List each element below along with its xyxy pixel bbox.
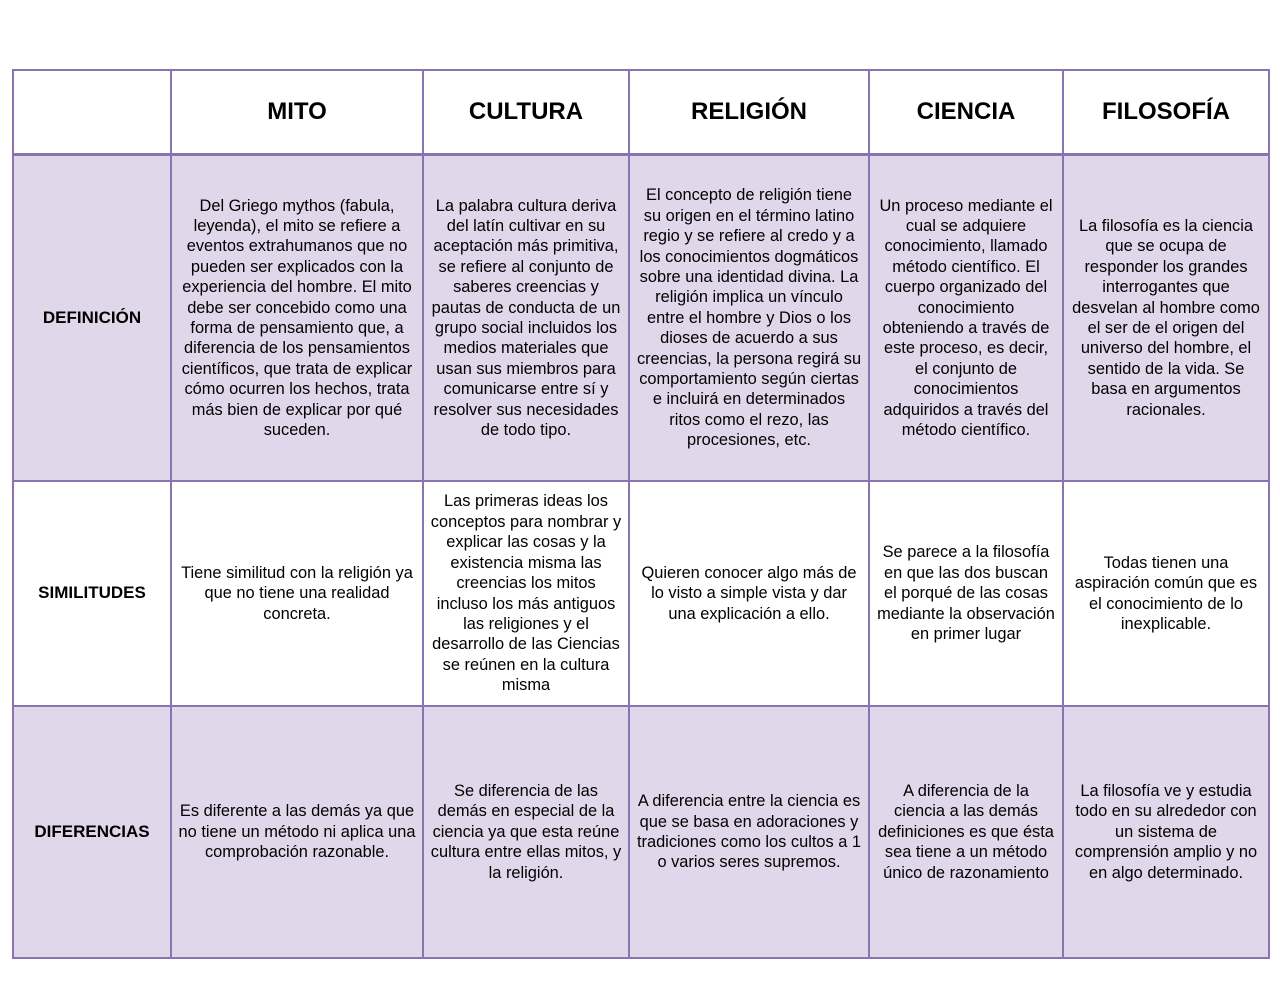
comparison-table [12, 69, 1270, 959]
cell-diferencias-mito: Es diferente a las demás ya que no tiene un método ni aplica una comprobación razonable. [171, 706, 423, 958]
row-label-similitudes: SIMILITUDES [13, 481, 171, 706]
cell-definicion-ciencia: Un proceso mediante el cual se adquiere conocimiento, llamado método científico. El cuerpo organizado del conocimiento obteniendo a través de este proceso, es decir, el conjunto de conocimientos adquiridos a través del método científico. [869, 155, 1063, 482]
column-header-cultura: CULTURA [423, 70, 629, 155]
table-row-diferencias [13, 706, 1269, 958]
row-label-definicion: DEFINICIÓN [13, 155, 171, 482]
cell-diferencias-ciencia: A diferencia de la ciencia a las demás definiciones es que ésta sea tiene a un método único de razonamiento [869, 706, 1063, 958]
cell-similitudes-religion: Quieren conocer algo más de lo visto a simple vista y dar una explicación a ello. [629, 481, 869, 706]
column-header-religion: RELIGIÓN [629, 70, 869, 155]
cell-diferencias-religion: A diferencia entre la ciencia es que se basa en adoraciones y tradiciones como los cultos a 1 o varios seres supremos. [629, 706, 869, 958]
header-corner-cell [13, 70, 171, 155]
cell-similitudes-mito: Tiene similitud con la religión ya que no tiene una realidad concreta. [171, 481, 423, 706]
comparison-table-container [12, 69, 1270, 959]
column-header-filosofia: FILOSOFÍA [1063, 70, 1269, 155]
cell-similitudes-cultura: Las primeras ideas los conceptos para nombrar y explicar las cosas y la existencia misma las creencias los mitos incluso los más antiguos las religiones y el desarrollo de las Ciencias se reúnen en la cultura misma [423, 481, 629, 706]
header-row [13, 70, 1269, 155]
row-label-diferencias: DIFERENCIAS [13, 706, 171, 958]
cell-diferencias-cultura: Se diferencia de las demás en especial de la ciencia ya que esta reúne cultura entre ellas mitos, y la religión. [423, 706, 629, 958]
table-row-definicion [13, 155, 1269, 482]
cell-definicion-religion: El concepto de religión tiene su origen en el término latino regio y se refiere al credo y a los conocimientos dogmáticos sobre una identidad divina. La religión implica un vínculo entre el hombre y Dios o los dioses de acuerdo a sus creencias, la persona regirá su comportamiento según ciertas e incluirá en determinados ritos como el rezo, las procesiones, etc. [629, 155, 869, 482]
column-header-ciencia: CIENCIA [869, 70, 1063, 155]
cell-diferencias-filosofia: La filosofía ve y estudia todo en su alrededor con un sistema de comprensión amplio y no en algo determinado. [1063, 706, 1269, 958]
cell-similitudes-filosofia: Todas tienen una aspiración común que es el conocimiento de lo inexplicable. [1063, 481, 1269, 706]
table-row-similitudes [13, 481, 1269, 706]
cell-definicion-mito: Del Griego mythos (fabula, leyenda), el mito se refiere a eventos extrahumanos que no pueden ser explicados con la experiencia del hombre. El mito debe ser concebido como una forma de pensamiento que, a diferencia de los pensamientos científicos, que trata de explicar cómo ocurren los hechos, trata más bien de explicar por qué suceden. [171, 155, 423, 482]
cell-definicion-filosofia: La filosofía es la ciencia que se ocupa de responder los grandes interrogantes que desvelan al hombre como el ser de el origen del universo del hombre, el sentido de la vida. Se basa en argumentos racionales. [1063, 155, 1269, 482]
column-header-mito: MITO [171, 70, 423, 155]
cell-definicion-cultura: La palabra cultura deriva del latín cultivar en su aceptación más primitiva, se refiere al conjunto de saberes creencias y pautas de conducta de un grupo social incluidos los medios materiales que usan sus miembros para comunicarse entre sí y resolver sus necesidades de todo tipo. [423, 155, 629, 482]
cell-similitudes-ciencia: Se parece a la filosofía en que las dos buscan el porqué de las cosas mediante la observación en primer lugar [869, 481, 1063, 706]
